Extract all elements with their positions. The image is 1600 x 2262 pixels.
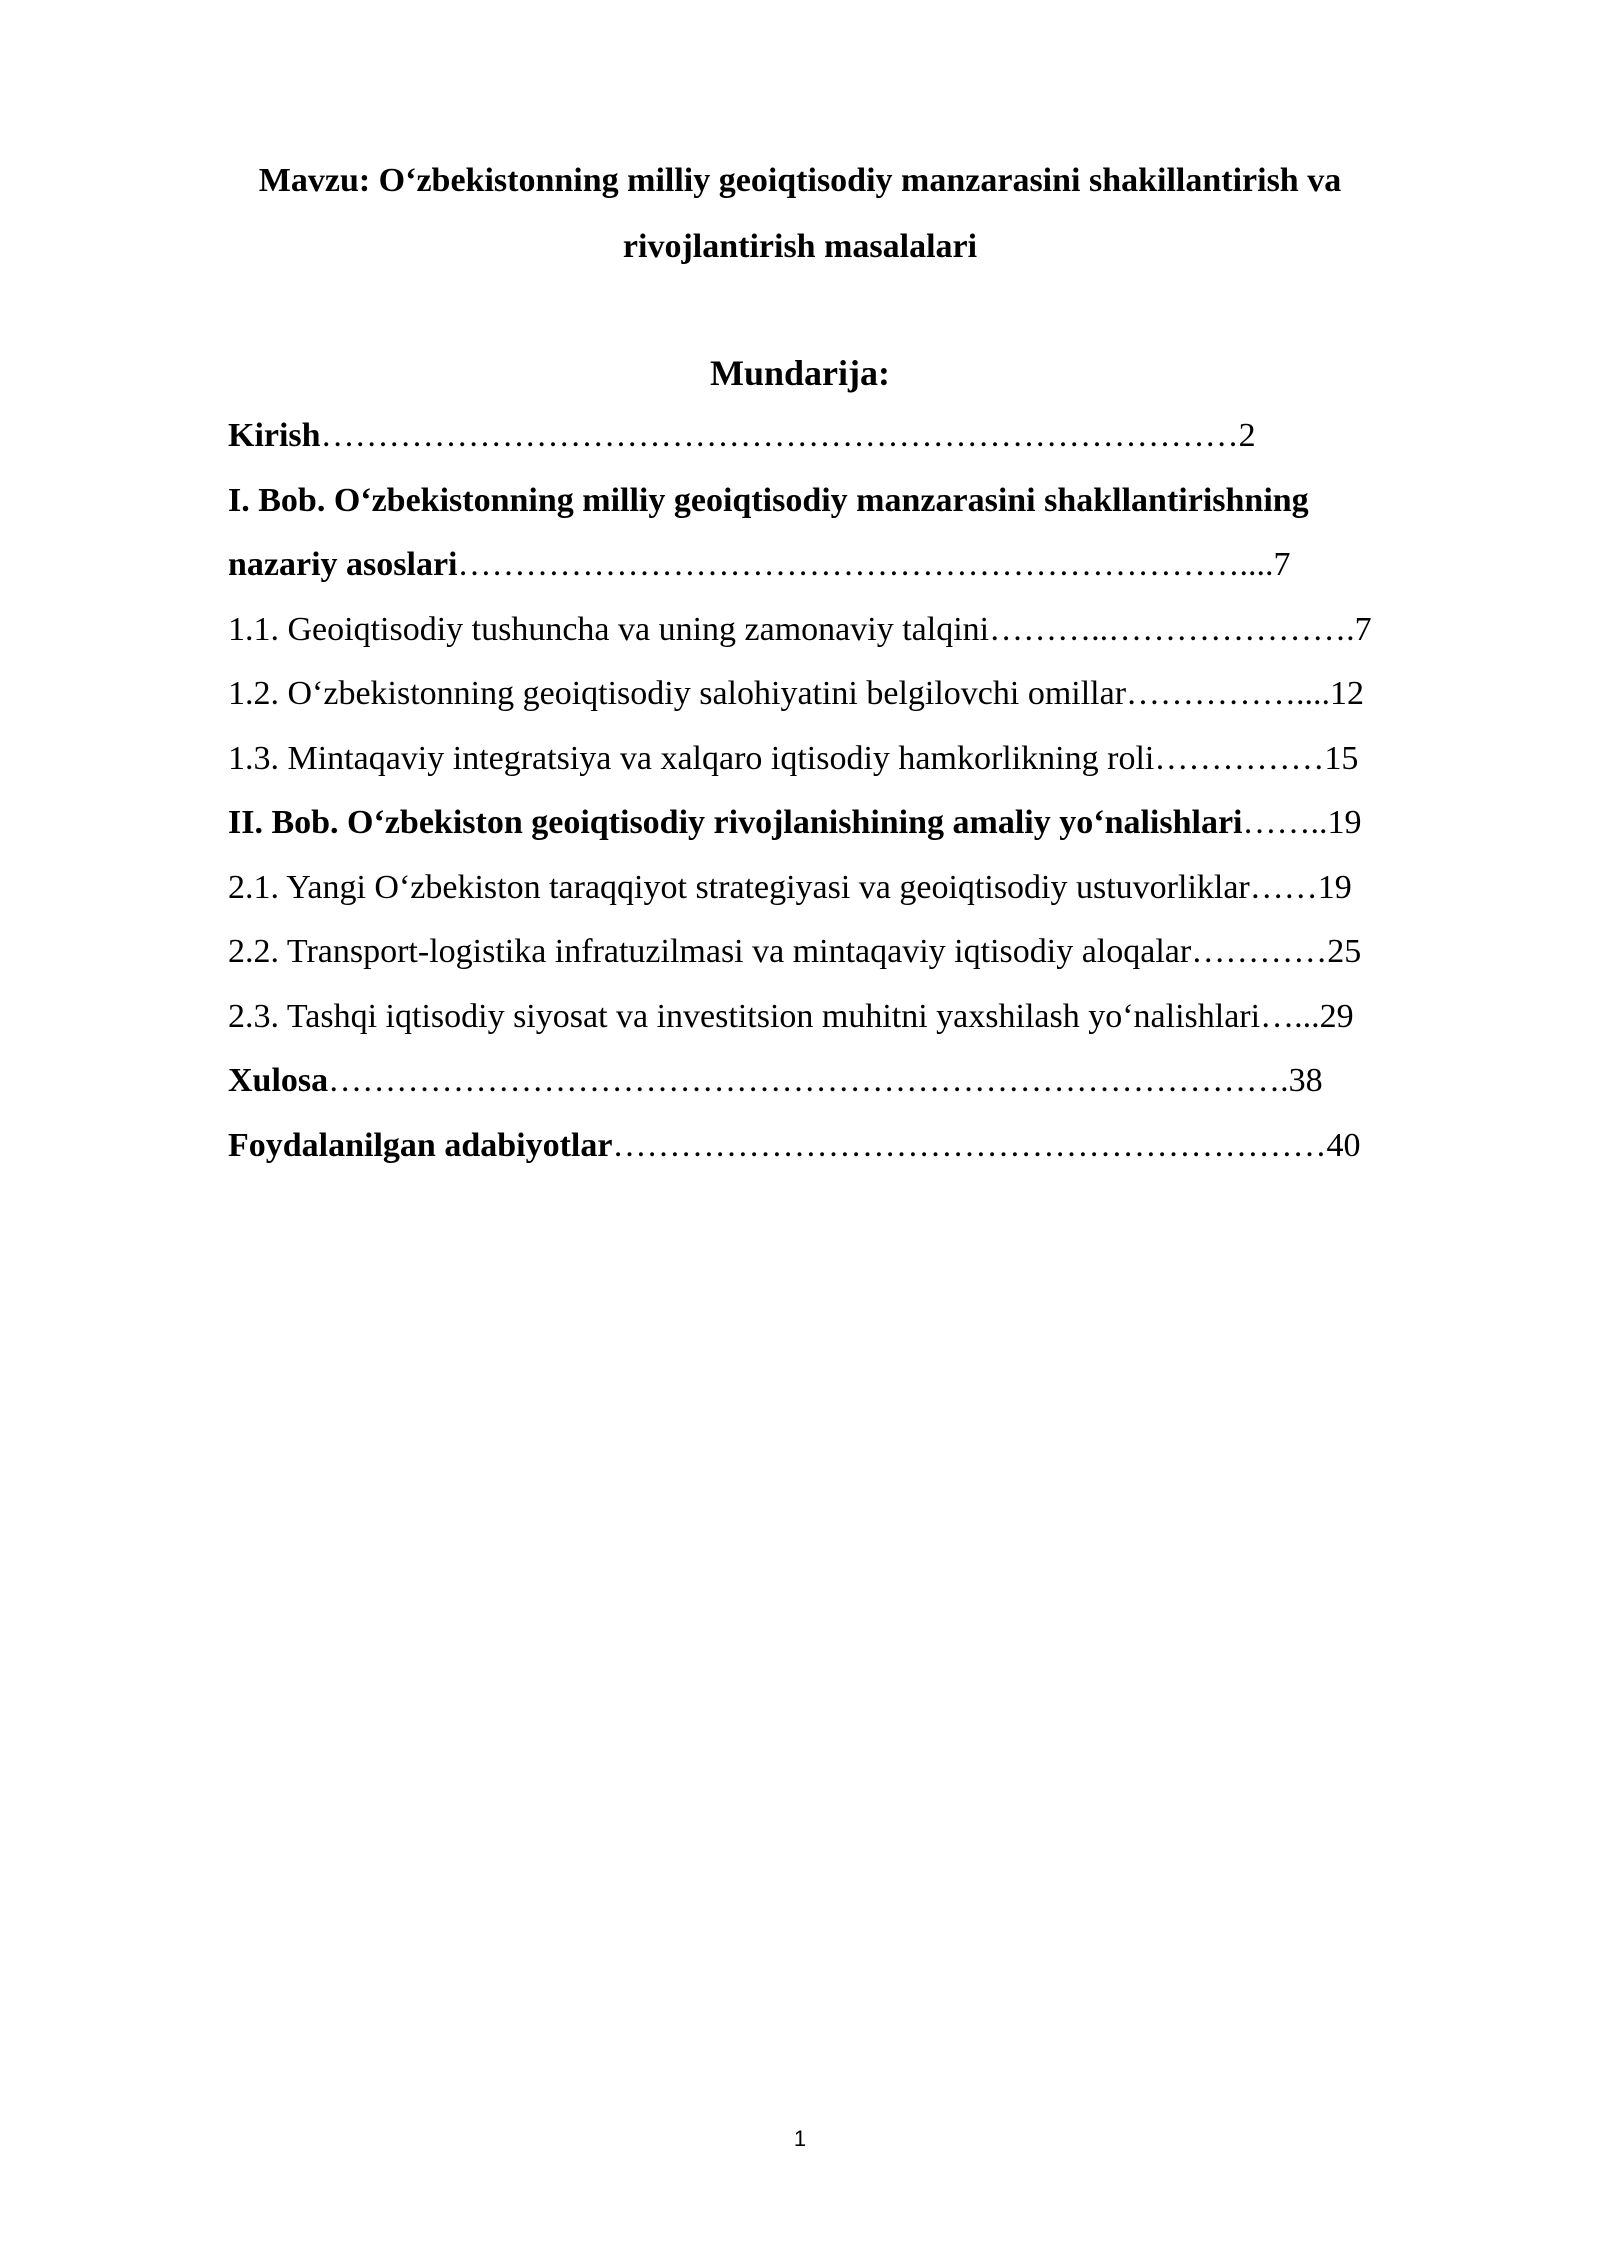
toc-entry-1-1[interactable] <box>228 598 1478 663</box>
toc-page-number: 29 <box>1319 997 1354 1035</box>
toc-entry-bob-2[interactable] <box>228 791 1478 856</box>
document-title: Mavzu: O‘zbekistonning milliy geoiqtisodiy manzarasini shakillantirish va rivojlantirish masalalari <box>258 162 1342 265</box>
toc-entry-title: 1.2. O‘zbekistonning geoiqtisodiy salohiyatini belgilovchi omillar <box>228 675 1127 712</box>
toc-entry-title: I. Bob. O‘zbekistonning milliy geoiqtisodiy manzarasini shakllantirishning <box>228 481 1309 519</box>
toc-leader-dots: ……………………………………………………… <box>612 1126 1327 1164</box>
toc-entry-title: 1.1. Geoiqtisodiy tushuncha va uning zamonaviy talqini <box>228 610 990 648</box>
toc-leader-dots: ………..…………………. <box>989 610 1355 648</box>
toc-entry-kirish[interactable] <box>228 404 1478 469</box>
toc-entry-title: Kirish <box>228 417 321 454</box>
toc-entry-title: nazariy asoslari <box>228 546 458 583</box>
toc-leader-dots: …………… <box>1154 739 1325 777</box>
toc-page-number: 12 <box>1330 675 1365 712</box>
toc-page-number: 15 <box>1324 739 1359 777</box>
toc-page-number: 7 <box>1354 610 1372 648</box>
toc-leader-dots: …... <box>1260 997 1320 1035</box>
toc-entry-adabiyotlar[interactable] <box>228 1114 1478 1179</box>
toc-leader-dots: …….. <box>1242 804 1328 841</box>
toc-page-number: 2 <box>1238 417 1256 454</box>
toc-page-number: 7 <box>1273 546 1291 583</box>
toc-page-number: 19 <box>1317 868 1352 906</box>
toc-page-number: 25 <box>1327 933 1362 970</box>
toc-entry-title: 2.1. Yangi O‘zbekiston taraqqiyot strategiyasi va geoiqtisodiy ustuvorliklar <box>228 868 1250 906</box>
toc-entry-bob-1[interactable] <box>228 469 1478 534</box>
toc-leader-dots: …… <box>1249 868 1318 906</box>
toc-entry-1-2[interactable] <box>228 662 1478 727</box>
toc-entry-xulosa[interactable] <box>228 1049 1478 1114</box>
toc-leader-dots: …………….... <box>1126 675 1331 712</box>
toc-leader-dots: …………………………………………………………………………. <box>328 1062 1289 1099</box>
page-number: 1 <box>793 2126 807 2151</box>
toc-page-number: 40 <box>1326 1126 1361 1164</box>
toc-page-number: 19 <box>1327 804 1362 841</box>
toc-entry-title: 1.3. Mintaqaviy integratsiya va xalqaro iqtisodiy hamkorlikning roli <box>228 739 1155 777</box>
toc-entry-2-3[interactable] <box>228 985 1478 1050</box>
toc-entry-title: Foydalanilgan adabiyotlar <box>228 1126 613 1164</box>
toc-entry-bob-1-continued[interactable] <box>228 533 1478 598</box>
toc-entry-2-1[interactable] <box>228 856 1478 921</box>
toc-entry-title: Xulosa <box>228 1062 329 1099</box>
toc-page-number: 38 <box>1288 1062 1323 1099</box>
table-of-contents <box>228 404 1478 1178</box>
toc-entry-title: 2.3. Tashqi iqtisodiy siyosat va investitsion muhitni yaxshilash yo‘nalishlari <box>228 997 1261 1035</box>
toc-entry-title: II. Bob. O‘zbekiston geoiqtisodiy rivojlanishining amaliy yo‘nalishlari <box>228 804 1243 841</box>
toc-leader-dots: …………………………………………………………….... <box>457 546 1274 583</box>
toc-leader-dots: ……………………………………………………………………… <box>320 417 1239 454</box>
toc-entry-1-3[interactable] <box>228 727 1478 792</box>
toc-entry-2-2[interactable] <box>228 920 1478 985</box>
toc-heading: Mundarija: <box>710 353 890 393</box>
toc-entry-title: 2.2. Transport-logistika infratuzilmasi va mintaqaviy iqtisodiy aloqalar <box>228 933 1192 970</box>
toc-leader-dots: ………… <box>1191 933 1328 970</box>
